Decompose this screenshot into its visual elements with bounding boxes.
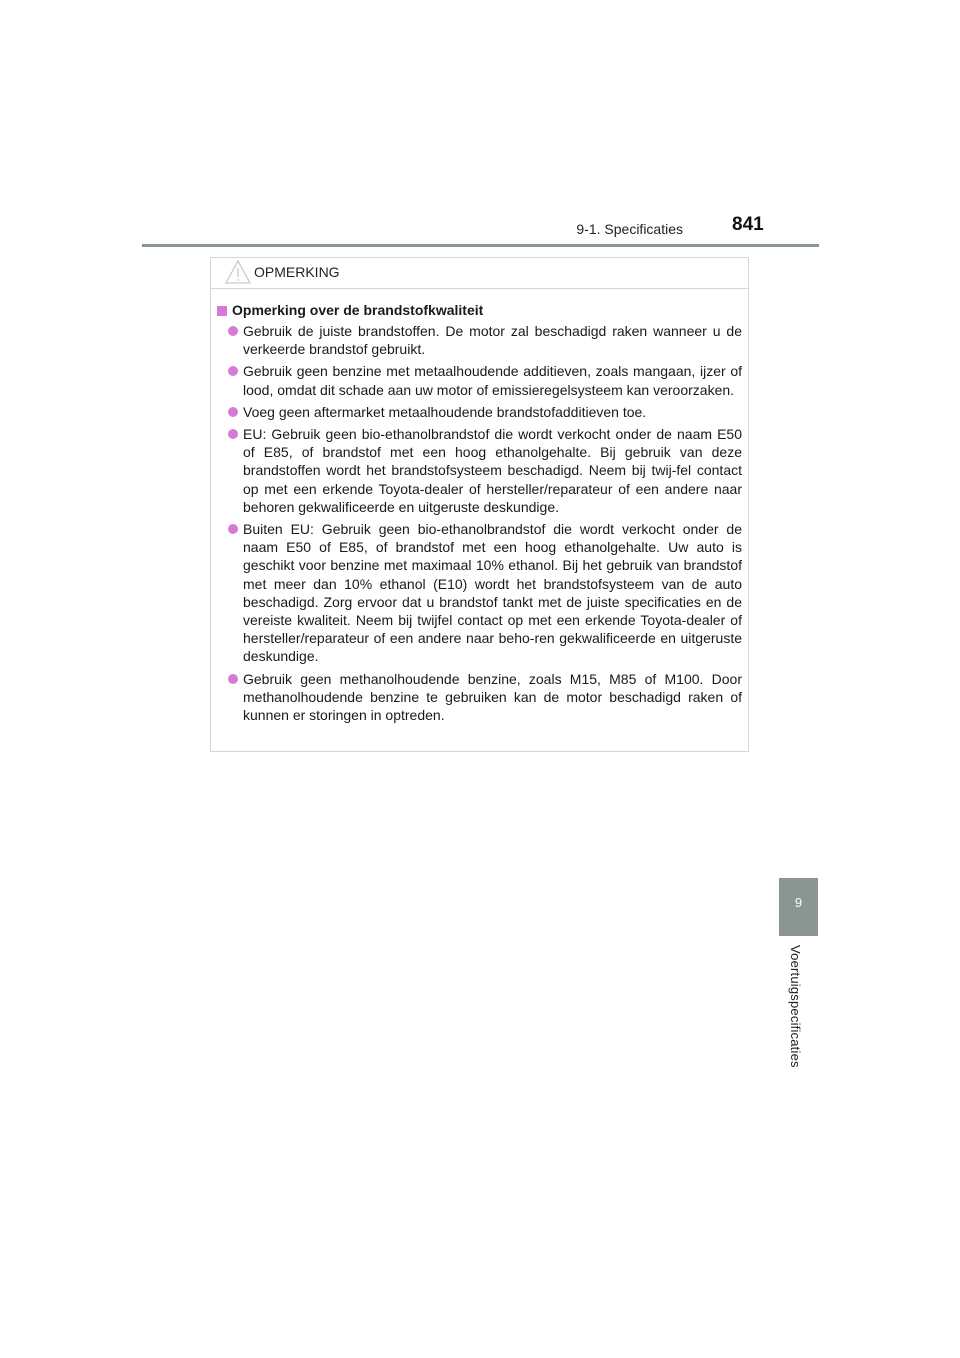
list-item xyxy=(211,670,748,725)
chapter-tab xyxy=(779,878,818,936)
list-item-text: Gebruik geen benzine met metaalhoudende additieven, zoals mangaan, ijzer of lood, omdat dit schade aan uw motor of emissieregelsysteem kan veroorzaken. xyxy=(243,363,742,398)
section-title xyxy=(217,301,748,319)
round-bullet-icon xyxy=(228,429,238,439)
notice-list xyxy=(211,322,748,724)
list-item xyxy=(211,425,748,516)
list-item-text: Gebruik geen methanolhoudende benzine, zoals M15, M85 of M100. Door methanolhoudende benzine te gebruiken kan de motor beschadigd raken of kunnen er storingen in optreden. xyxy=(243,670,742,724)
list-item-text: Buiten EU: Gebruik geen bio-ethanolbrandstof die wordt verkocht onder de naam E50 of E85, of brandstof met een hoog ethanolgehalte. Uw auto is geschikt voor benzine met maximaal 10% ethanol. Bij het gebruik van brandstof met meer dan 10% ethanol (E10) wordt het brandstofsysteem van de auto beschadigd. Zorg ervoor dat u brandstof tankt met de juiste specificaties en de vereiste kwaliteit. Neem bij twijfel contact op met een erkende Toyota-dealer of hersteller/reparateur of een andere naar beho-ren gekwalificeerde en uitgeruste deskundige. xyxy=(243,521,742,665)
notice-box xyxy=(210,257,749,752)
list-item-text: Voeg geen aftermarket metaalhoudende brandstofadditieven toe. xyxy=(243,403,647,420)
chapter-number: 9 xyxy=(794,895,803,910)
list-item-text: EU: Gebruik geen bio-ethanolbrandstof die wordt verkocht onder de naam E50 of E85, of brandstof met een hoog ethanolgehalte. Bij gebruik van deze brandstoffen wordt het brandstofsysteem beschadigd. Neem bij twij-fel contact op met een erkende Toyota-dealer of hersteller/reparateur of een andere naar behoren gekwalificeerde en uitgeruste deskundige. xyxy=(243,426,742,515)
notice-header xyxy=(211,258,748,289)
fuel-quality-section xyxy=(211,301,748,728)
list-item xyxy=(211,403,748,421)
list-item xyxy=(211,520,748,666)
square-bullet-icon xyxy=(217,306,227,316)
notice-title: OPMERKING xyxy=(254,264,340,280)
round-bullet-icon xyxy=(228,326,238,336)
page-number: 841 xyxy=(732,214,764,235)
section-title-text: Opmerking over de brandstofkwaliteit xyxy=(232,302,484,318)
round-bullet-icon xyxy=(228,674,238,684)
list-item xyxy=(211,322,748,358)
section-heading: 9-1. Specificaties xyxy=(576,221,683,237)
list-item-text: Gebruik de juiste brandstoffen. De motor zal beschadigd raken wanneer u de verkeerde brandstof gebruikt. xyxy=(243,323,742,358)
chapter-label: Voertuigspecificaties xyxy=(788,945,803,1068)
warning-triangle-icon xyxy=(225,260,251,284)
round-bullet-icon xyxy=(228,407,238,417)
list-item xyxy=(211,362,748,398)
round-bullet-icon xyxy=(228,524,238,534)
header-divider xyxy=(142,244,819,247)
round-bullet-icon xyxy=(228,366,238,376)
